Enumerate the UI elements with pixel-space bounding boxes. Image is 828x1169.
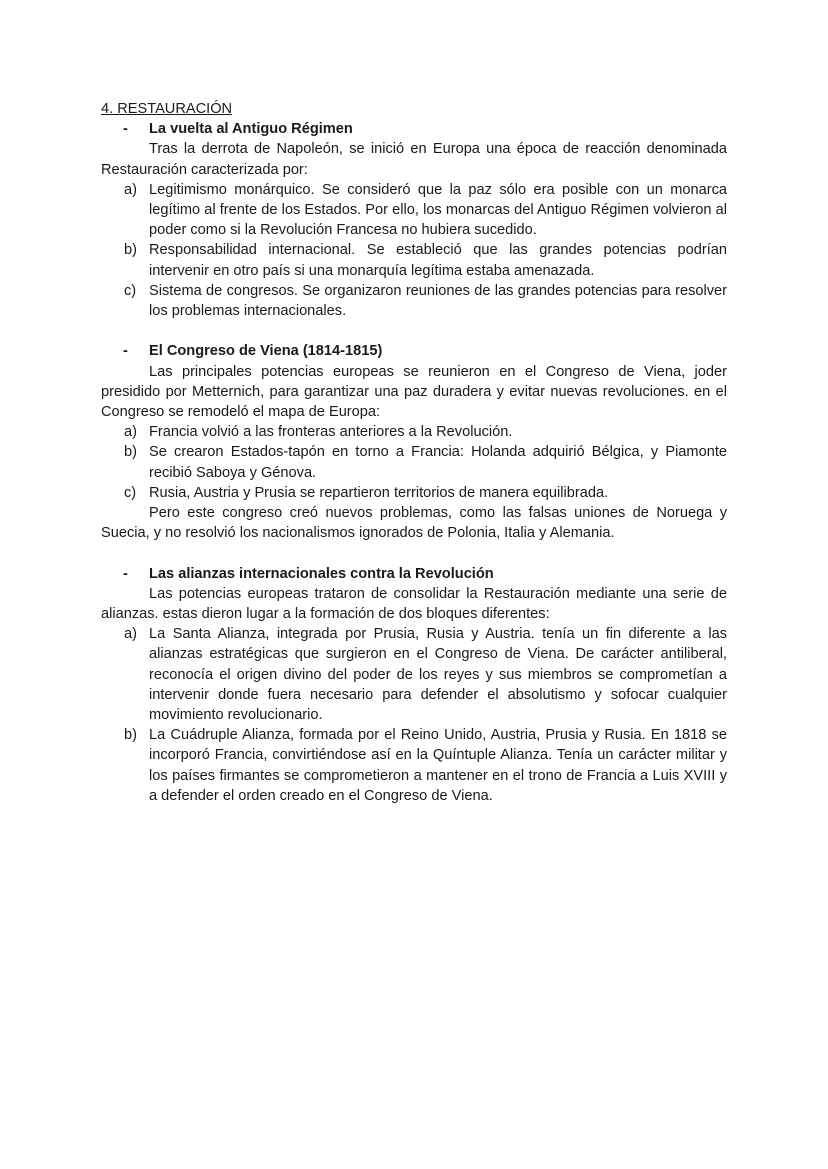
list-item: a) Legitimismo monárquico. Se consideró que la paz sólo era posible con un monarca legítimo al frente de los Estados. Por ello, los monarcas del Antiguo Régimen volvieron al poder como si la Revolución Francesa no hubiera sucedido. — [124, 181, 727, 239]
bullet-dash: - — [123, 565, 128, 582]
list — [101, 624, 727, 806]
section-congreso-viena — [101, 341, 727, 543]
section-heading: - Las alianzas internacionales contra la Revolución — [101, 564, 727, 584]
list-item: a) Francia volvió a las fronteras anteriores a la Revolución. — [124, 424, 513, 441]
section-heading: - El Congreso de Viena (1814-1815) — [101, 341, 727, 361]
list — [101, 422, 727, 503]
section-outro: Pero este congreso creó nuevos problemas, como las falsas uniones de Noruega y Suecia, y no resolvió los nacionalismos ignorados de Polonia, Italia y Alemania. — [101, 505, 727, 542]
section-vuelta-antiguo-regimen — [101, 119, 727, 321]
document-title: 4. RESTAURACIÓN — [101, 101, 233, 117]
bullet-dash: - — [123, 121, 128, 138]
list-item: c) Rusia, Austria y Prusia se repartieron territorios de manera equilibrada. — [124, 484, 609, 501]
document-page — [101, 99, 727, 806]
list-item: b) La Cuádruple Alianza, formada por el Reino Unido, Austria, Prusia y Rusia. En 1818 se incorporó Francia, convirtiéndose así en la Quíntuple Alianza. Tenía un carácter militar y los países firmantes se comprometieron a mantener en el trono de Francia a Luis XVIII y a defender el orden creado en el Congreso de Viena. — [124, 727, 727, 804]
section-heading: - La vuelta al Antiguo Régimen — [101, 119, 727, 139]
list — [101, 180, 727, 321]
section-intro: Las potencias europeas trataron de consolidar la Restauración mediante una serie de alianzas. estas dieron lugar a la formación de dos bloques diferentes: — [101, 585, 727, 623]
section-alianzas — [101, 564, 727, 806]
bullet-dash: - — [123, 343, 128, 360]
list-item: b) Se crearon Estados-tapón en torno a Francia: Holanda adquirió Bélgica, y Piamonte recibió Saboya y Génova. — [124, 444, 727, 481]
list-item: b) Responsabilidad internacional. Se estableció que las grandes potencias podrían intervenir en otro país si una monarquía legítima estaba amenazada. — [124, 242, 727, 279]
list-item: c) Sistema de congresos. Se organizaron reuniones de las grandes potencias para resolver los problemas internacionales. — [124, 282, 727, 320]
section-intro: Tras la derrota de Napoleón, se inició en Europa una época de reacción denominada Restauración caracterizada por: — [101, 141, 727, 178]
list-item: a) La Santa Alianza, integrada por Prusia, Rusia y Austria. tenía un fin diferente a las alianzas estratégicas que surgieron en el Congreso de Viena. De carácter antiliberal, reconocía el origen divino del poder de los reyes y sus miembros se comprometían a intervenir donde fuera necesario para defender el absolutismo y sofocar cualquier movimiento revolucionario. — [124, 626, 727, 724]
section-intro: Las principales potencias europeas se reunieron en el Congreso de Viena, joder presidido por Metternich, para garantizar una paz duradera y evitar nuevas revoluciones. en el Congreso se remodeló el mapa de Europa: — [101, 363, 727, 421]
